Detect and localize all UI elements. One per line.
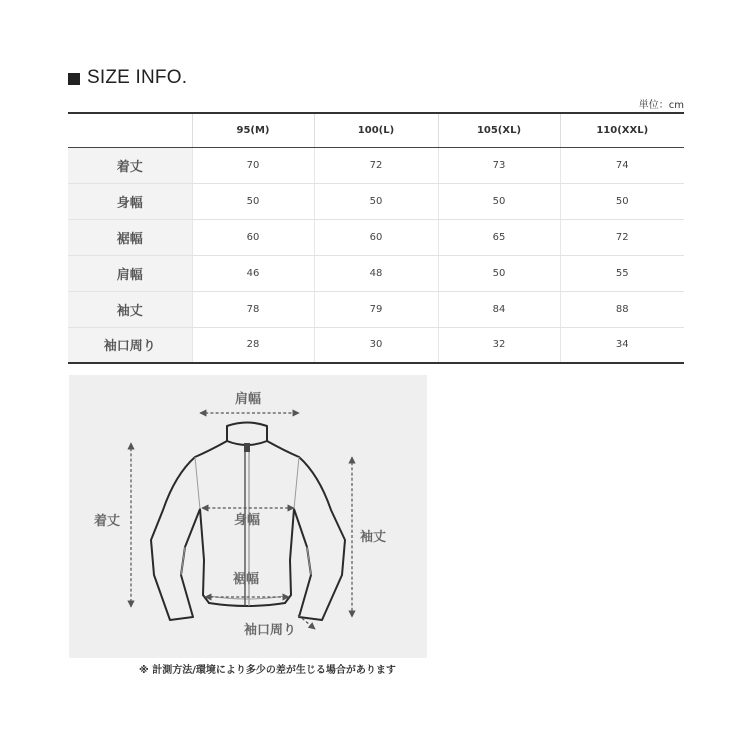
table-row xyxy=(68,147,684,183)
table-cell: 50 xyxy=(438,183,560,219)
table-cell: 72 xyxy=(560,219,684,255)
diagram-label-hem: 裾幅 xyxy=(233,572,260,587)
table-cell: 34 xyxy=(560,327,684,363)
garment-diagram xyxy=(69,375,427,658)
table-cell: 73 xyxy=(438,147,560,183)
table-cell: 50 xyxy=(438,255,560,291)
square-bullet-icon xyxy=(68,73,80,85)
diagram-label-length: 着丈 xyxy=(94,514,121,529)
size-column-header: 110(XXL) xyxy=(560,113,684,147)
table-row xyxy=(68,327,684,363)
table-cell: 65 xyxy=(438,219,560,255)
size-table-header-row xyxy=(68,113,684,147)
table-cell: 74 xyxy=(560,147,684,183)
table-cell: 32 xyxy=(438,327,560,363)
size-column-header: 100(L) xyxy=(314,113,438,147)
row-label: 裾幅 xyxy=(68,219,192,255)
table-row xyxy=(68,291,684,327)
table-cell: 50 xyxy=(314,183,438,219)
table-cell: 70 xyxy=(192,147,314,183)
size-table xyxy=(68,112,684,364)
row-label: 袖丈 xyxy=(68,291,192,327)
table-cell: 60 xyxy=(192,219,314,255)
diagram-label-shoulder: 肩幅 xyxy=(235,392,262,407)
table-row xyxy=(68,183,684,219)
header-corner-cell xyxy=(68,113,192,147)
diagram-label-body-width: 身幅 xyxy=(234,513,261,528)
measurement-note: ※ 計測方法/環境により多少の差が生じる場合があります xyxy=(139,665,396,676)
table-cell: 50 xyxy=(560,183,684,219)
table-cell: 72 xyxy=(314,147,438,183)
unit-label: 単位：cm xyxy=(638,100,684,111)
section-title xyxy=(68,66,187,90)
table-cell: 79 xyxy=(314,291,438,327)
table-row xyxy=(68,219,684,255)
diagram-label-sleeve: 袖丈 xyxy=(360,530,387,545)
table-cell: 50 xyxy=(192,183,314,219)
table-cell: 28 xyxy=(192,327,314,363)
row-label: 身幅 xyxy=(68,183,192,219)
table-cell: 84 xyxy=(438,291,560,327)
size-column-header: 105(XL) xyxy=(438,113,560,147)
row-label: 着丈 xyxy=(68,147,192,183)
size-column-header: 95(M) xyxy=(192,113,314,147)
table-cell: 60 xyxy=(314,219,438,255)
row-label: 肩幅 xyxy=(68,255,192,291)
table-row xyxy=(68,255,684,291)
row-label: 袖口周り xyxy=(68,327,192,363)
table-cell: 88 xyxy=(560,291,684,327)
diagram-label-cuff: 袖口周り xyxy=(244,623,297,638)
table-cell: 30 xyxy=(314,327,438,363)
table-cell: 78 xyxy=(192,291,314,327)
section-title-text: SIZE INFO. xyxy=(87,67,188,88)
table-cell: 46 xyxy=(192,255,314,291)
table-cell: 48 xyxy=(314,255,438,291)
table-cell: 55 xyxy=(560,255,684,291)
